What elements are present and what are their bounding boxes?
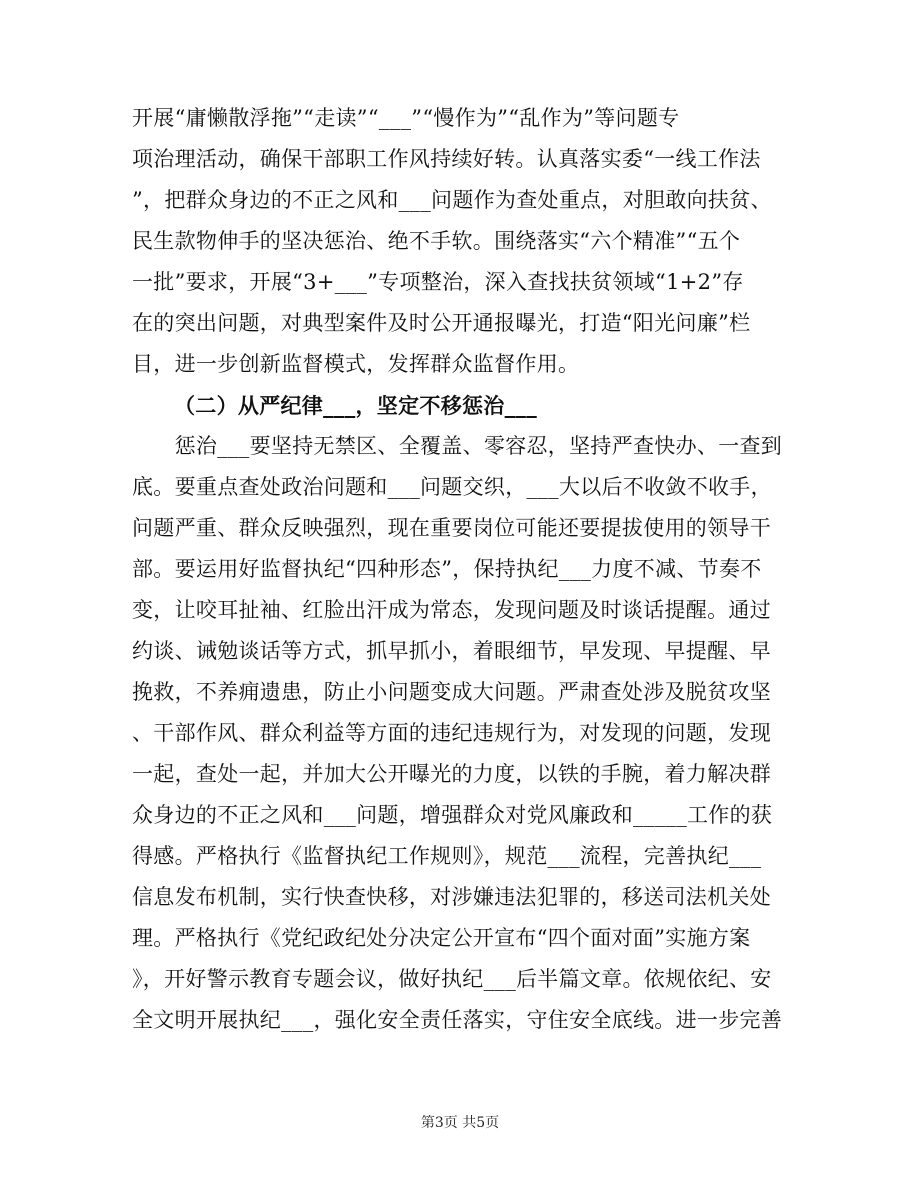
body-line: 开展“庸懒散浮拖”“走读”“___”“慢作为”“乱作为”等问题专 xyxy=(132,106,680,130)
section-line: 全文明开展执纪___，强化安全责任落实，守住安全底线。进一步完善 xyxy=(132,1008,783,1032)
section-line: 变，让咬耳扯袖、红脸出汗成为常态，发现问题及时谈话提醒。通过 xyxy=(132,598,771,622)
page-footer xyxy=(0,1113,920,1133)
document-body xyxy=(132,98,792,1041)
body-line: ”，把群众身边的不正之风和___问题作为查处重点，对胆敢向扶贫、 xyxy=(132,188,772,212)
section-line: 得感。严格执行《监督执纪工作规则》，规范___流程，完善执纪___ xyxy=(132,844,762,868)
body-line: 在的突出问题，对典型案件及时公开通报曝光，打造“阳光问廉”栏 xyxy=(132,311,751,335)
section-line: 、干部作风、群众利益等方面的违纪违规行为，对发现的问题，发现 xyxy=(132,721,771,745)
page-indicator: 第3页 共5页 xyxy=(420,1115,500,1131)
section-line: 问题严重、群众反映强烈，现在重要岗位可能还要提拔使用的领导干 xyxy=(132,516,771,540)
section-line: 众身边的不正之风和___问题，增强群众对党风廉政和_____工作的获 xyxy=(132,803,773,827)
section-line: 》，开好警示教育专题会议，做好执纪___后半篇文章。依规依纪、安 xyxy=(132,967,772,991)
section-line: 挽救，不养痈遗患，防止小问题变成大问题。严肃查处涉及脱贫攻坚 xyxy=(132,680,771,704)
section-heading: （二）从严纪律___，坚定不移惩治___ xyxy=(174,393,537,418)
section-line: 惩治___要坚持无禁区、全覆盖、零容忍，坚持严查快办、一查到 xyxy=(132,434,783,458)
section-line: 信息发布机制，实行快查快移，对涉嫌违法犯罪的，移送司法机关处 xyxy=(132,885,771,909)
section-line: 一起，查处一起，并加大公开曝光的力度，以铁的手腕，着力解决群 xyxy=(132,762,771,786)
body-line: 一批”要求，开展“3+___”专项整治，深入查找扶贫领域“1+2”存 xyxy=(132,270,744,294)
section-line: 部。要运用好监督执纪“四种形态”，保持执纪___力度不减、节奏不 xyxy=(132,557,762,581)
body-line: 项治理活动，确保干部职工作风持续好转。认真落实委“一线工作法 xyxy=(132,147,761,171)
section-line: 底。要重点查处政治问题和___问题交织，___大以后不收敛不收手， xyxy=(132,475,772,499)
section-line: 理。严格执行《党纪政纪处分决定公开宣布“四个面对面”实施方案 xyxy=(132,926,751,950)
section-line: 约谈、诫勉谈话等方式，抓早抓小，着眼细节，早发现、早提醒、早 xyxy=(132,639,771,663)
body-line: 民生款物伸手的坚决惩治、绝不手软。围绕落实“六个精准”“五个 xyxy=(132,229,741,253)
body-line: 目，进一步创新监督模式，发挥群众监督作用。 xyxy=(132,352,580,376)
